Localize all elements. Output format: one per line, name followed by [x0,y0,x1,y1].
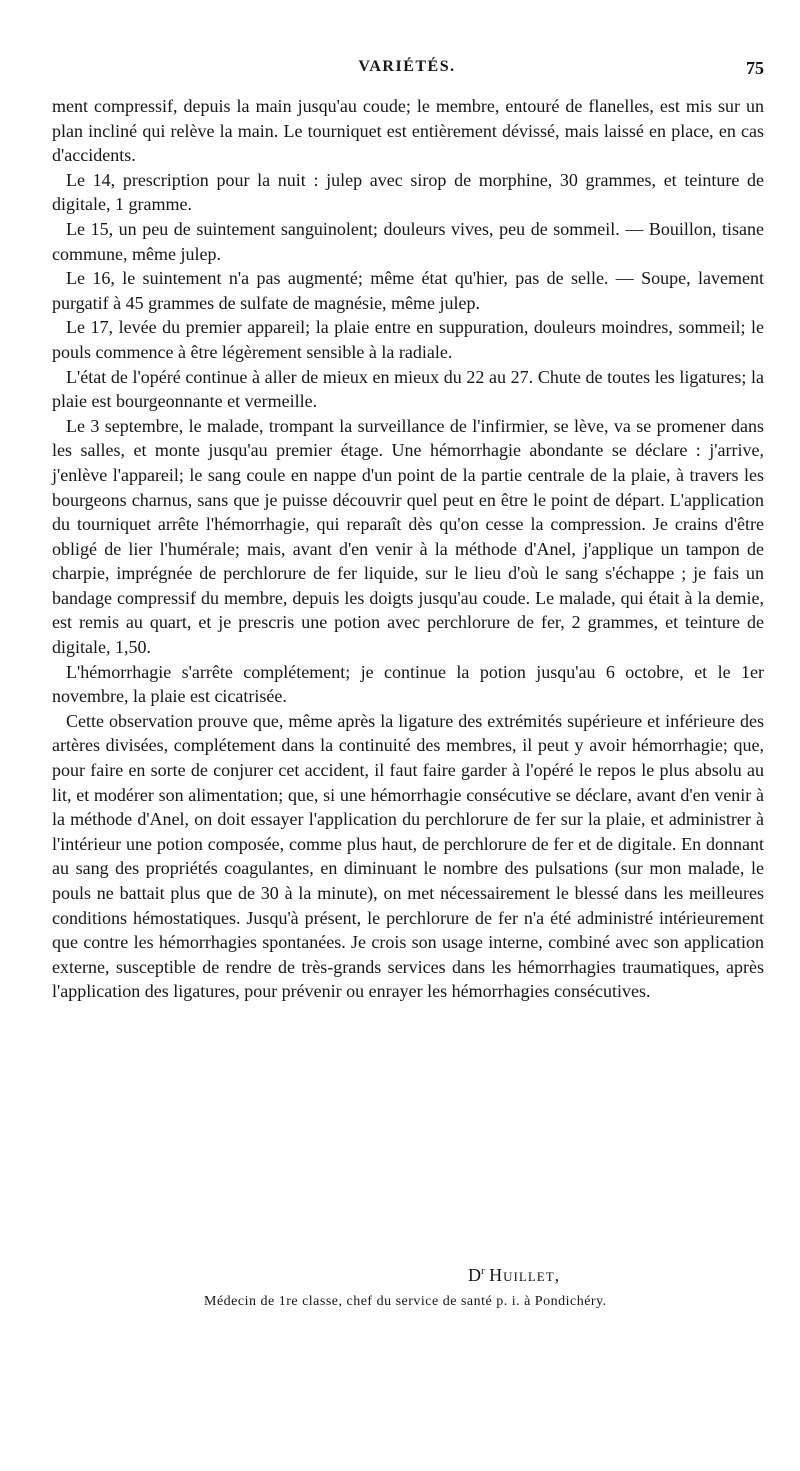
paragraph: ment compressif, depuis la main jusqu'au coude; le membre, entouré de flanelles, est mis sur un plan incliné qui relève la main. Le tourniquet est entièrement dévissé, mais laissé en place, en cas d'accidents. [52,96,764,166]
page-number: 75 [746,58,764,78]
paragraph: Le 16, le suintement n'a pas augmenté; même état qu'hier, pas de selle. — Soupe, lavement purgatif à 45 grammes de sulfate de magnésie, même julep. [52,268,764,313]
paragraph: L'état de l'opéré continue à aller de mieux en mieux du 22 au 27. Chute de toutes les ligatures; la plaie est bourgeonnante et vermeille. [52,366,764,412]
author-affiliation: Médecin de 1re classe, chef du service de santé p. i. à Pondichéry. [204,1294,607,1309]
article-body [52,94,764,1004]
paragraph: L'hémorrhagie s'arrête complétement; je continue la potion jusqu'au 6 octobre, et le 1er novembre, la plaie est cicatrisée. [52,661,764,707]
page-header [50,58,764,84]
paragraph: Cette observation prouve que, même après la ligature des extrémités supérieure et inférieure des artères divisées, complétement dans la continuité des membres, il peut y avoir hémorrhagie; que, pour faire en sorte de conjurer cet accident, il faut faire garder à l'opéré le repos le plus absolu au lit, et modérer son alimentation; que, si une hémorrhagie consécutive se déclare, avant d'en venir à la méthode d'Anel, on doit essayer l'application du perchlorure de fer sur la plaie, et administrer à l'intérieur une potion composée, comme plus haut, de perchlorure de fer et de digitale. En donnant au sang des propriétés coagulantes, en diminuant le nombre des pulsations (sur mon malade, le pouls ne battait plus que de 30 à la minute), on met nécessairement le blessé dans les meilleures conditions hémostatiques. Jusqu'à présent, le perchlorure de fer n'a été administré intérieurement que contre les hémorrhagies spontanées. Je crois son usage interne, combiné avec son application externe, susceptible de rendre de très-grands services dans les hémorrhagies traumatiques, après l'application des ligatures, pour prévenir ou enrayer les hémorrhagies consécutives. [52,710,764,1002]
author-name: Huillet, [489,1265,561,1285]
author-title-superscript: r [481,1265,485,1277]
paragraph: Le 14, prescription pour la nuit : julep avec sirop de morphine, 30 grammes, et teinture de digitale, 1 gramme. [52,169,764,215]
running-title: VARIÉTÉS. [358,58,456,75]
paragraph: Le 17, levée du premier appareil; la plaie entre en suppuration, douleurs moindres, sommeil; le pouls commence à être légèrement sensible à la radiale. [52,317,764,362]
paragraph: Le 3 septembre, le malade, trompant la surveillance de l'infirmier, se lève, va se promener dans les salles, et monte jusqu'au premier étage. Une hémorrhagie abondante se déclare : j'arrive, j'enlève l'appareil; le sang coule en nappe d'un point de la partie centrale de la plaie, à travers les bourgeons charnus, sans que je puisse découvrir quel peut en être le point de départ. L'application du tourniquet arrête l'hémorrhagie, qui reparaît dès qu'on cesse la compression. Je crains d'être obligé de lier l'humérale; mais, avant d'en venir à la méthode d'Anel, j'applique un tampon de charpie, imprégnée de perchlorure de fer liquide, sur le lieu d'où le sang s'échappe ; je fais un bandage compressif du membre, depuis les doigts jusqu'au coude. Le malade, qui était à la demie, est remis au quart, et je prescris une potion avec perchlorure de fer, 2 grammes, et teinture de digitale, 1,50. [52,415,764,658]
author-signature [468,1265,560,1286]
paragraph: Le 15, un peu de suintement sanguinolent; douleurs vives, peu de sommeil. — Bouillon, tisane commune, même julep. [52,218,764,264]
author-title: D [468,1265,481,1285]
